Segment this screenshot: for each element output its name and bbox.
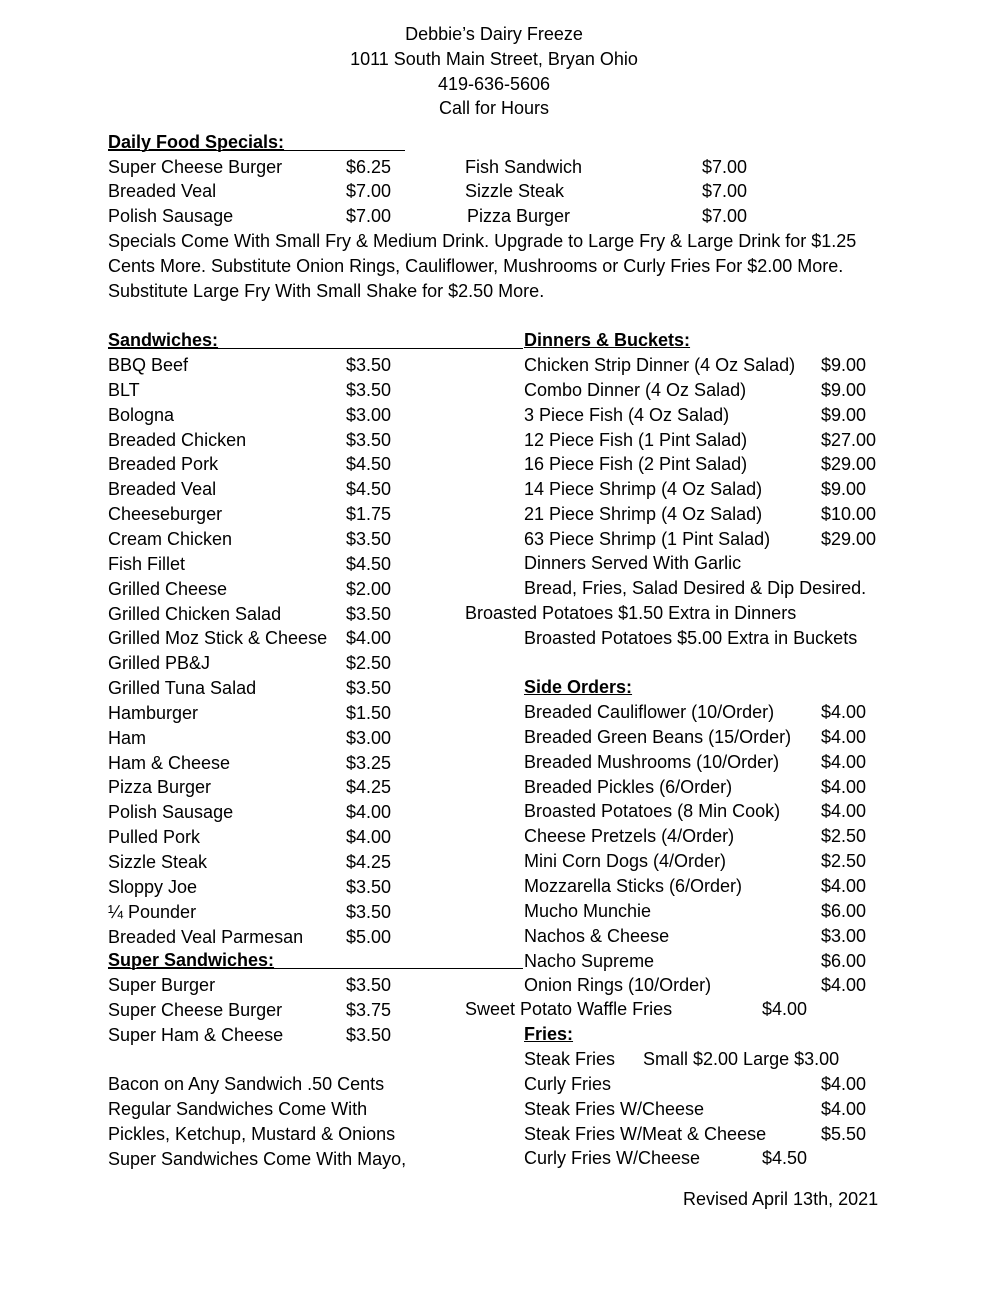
menu-item-price: $29.00 xyxy=(821,528,877,549)
menu-item-name: Combo Dinner (4 Oz Salad) xyxy=(524,379,747,400)
menu-item-name: Pulled Pork xyxy=(108,827,201,848)
menu-item-name: Chicken Strip Dinner (4 Oz Salad) xyxy=(524,355,796,375)
menu-item-price: $4.00 xyxy=(821,776,867,797)
menu-item-price: $5.00 xyxy=(346,926,392,947)
menu-item-price: $4.00 xyxy=(821,1074,867,1094)
menu-item-name: Breaded Mushrooms (10/Order) xyxy=(524,751,780,772)
menu-item-name: Grilled Tuna Salad xyxy=(108,678,257,699)
menu-item-name: BLT xyxy=(108,379,140,400)
special-price: $7.00 xyxy=(702,157,748,177)
fries-heading: Fries: xyxy=(524,1024,574,1044)
menu-item-price: $4.00 xyxy=(346,802,392,823)
menu-item-price: $4.00 xyxy=(346,827,392,848)
menu-item-name: Pizza Burger xyxy=(108,777,212,798)
menu-item-name: Sizzle Steak xyxy=(108,852,208,872)
super-sandwiches-heading: Super Sandwiches: xyxy=(108,950,275,970)
special-price: $7.00 xyxy=(702,206,748,226)
menu-item-name: 16 Piece Fish (2 Pint Salad) xyxy=(524,454,748,475)
menu-item-name: 12 Piece Fish (1 Pint Salad) xyxy=(524,429,748,450)
menu-item-name: Steak Fries W/Meat & Cheese xyxy=(524,1123,767,1144)
menu-item-name: Cheeseburger xyxy=(108,504,223,525)
menu-item-name: 21 Piece Shrimp (4 Oz Salad) xyxy=(524,504,763,525)
daily-specials-rule xyxy=(108,150,405,151)
menu-item-price: $27.00 xyxy=(821,429,877,450)
side-item: Sweet Potato Waffle Fries xyxy=(465,999,673,1019)
menu-item-name: Mucho Munchie xyxy=(524,900,652,921)
menu-item-price: $1.50 xyxy=(346,702,392,723)
menu-item-price: $4.00 xyxy=(821,702,867,722)
menu-item-price: $29.00 xyxy=(821,454,877,475)
menu-item-price: $3.50 xyxy=(346,379,392,400)
menu-item-name: Breaded Pickles (6/Order) xyxy=(524,776,733,797)
menu-item-price: $4.00 xyxy=(821,975,867,996)
fries-price: $4.50 xyxy=(762,1148,808,1168)
menu-item-price: $4.25 xyxy=(346,852,392,872)
menu-item-price: $3.50 xyxy=(346,678,392,699)
menu-item-name: 3 Piece Fish (4 Oz Salad) xyxy=(524,404,730,425)
special-item: Pizza Burger xyxy=(467,206,571,226)
menu-item-price: $4.25 xyxy=(346,777,392,798)
special-item: Sizzle Steak xyxy=(465,181,565,201)
fries-price: Small $2.00 Large $3.00 xyxy=(643,1049,840,1069)
menu-item-name: Polish Sausage xyxy=(108,802,234,823)
specials-note: Substitute Large Fry With Small Shake for $2.50 More. xyxy=(108,281,545,301)
hours-note: Call for Hours xyxy=(438,98,550,118)
menu-item-name: Hamburger xyxy=(108,702,199,723)
side-orders-heading: Side Orders: xyxy=(524,677,633,697)
menu-item-price: $4.00 xyxy=(821,801,867,822)
menu-item-price: $4.50 xyxy=(346,479,392,500)
menu-item-name: Mini Corn Dogs (4/Order) xyxy=(524,851,727,872)
restaurant-phone: 419-636-5606 xyxy=(437,74,551,94)
menu-item-name: Breaded Veal Parmesan xyxy=(108,926,304,947)
menu-item-name: Breaded Chicken xyxy=(108,429,247,450)
menu-item-name: Cheese Pretzels (4/Order) xyxy=(524,826,735,847)
dinner-note: Broasted Potatoes $5.00 Extra in Buckets xyxy=(524,628,858,648)
dinners-heading: Dinners & Buckets: xyxy=(524,330,691,350)
menu-item-name: Onion Rings (10/Order) xyxy=(524,975,712,996)
super-sandwiches-rule xyxy=(108,968,523,969)
special-item: Breaded Veal xyxy=(108,181,217,201)
menu-item-price: $9.00 xyxy=(821,355,867,375)
menu-item-name: ¼ Pounder xyxy=(108,901,197,922)
menu-item-name: Curly Fries xyxy=(524,1074,612,1094)
menu-item-price: $3.50 xyxy=(346,528,392,549)
menu-item-name: Grilled PB&J xyxy=(108,653,211,674)
menu-item-price: $2.00 xyxy=(346,578,392,599)
menu-item-price: $2.50 xyxy=(821,851,867,872)
specials-note: Cents More. Substitute Onion Rings, Cauliflower, Mushrooms or Curly Fries For $2.00 More. xyxy=(108,256,844,276)
menu-item-name: Ham xyxy=(108,727,147,748)
menu-item-name: Super Burger xyxy=(108,975,216,995)
menu-item-name: Bologna xyxy=(108,404,175,425)
menu-item-price: $9.00 xyxy=(821,404,867,425)
menu-item-name: Breaded Pork xyxy=(108,454,219,475)
menu-item-name: 63 Piece Shrimp (1 Pint Salad) xyxy=(524,528,771,549)
menu-item-price: $3.50 xyxy=(346,1024,392,1045)
menu-item-price: $3.50 xyxy=(346,901,392,922)
menu-item-name: Fish Fillet xyxy=(108,553,186,574)
restaurant-name: Debbie’s Dairy Freeze xyxy=(405,24,583,44)
menu-item-price: $4.00 xyxy=(346,628,392,649)
menu-item-price: $5.50 xyxy=(821,1123,867,1144)
menu-item-price: $9.00 xyxy=(821,379,867,400)
menu-item-name: Grilled Chicken Salad xyxy=(108,603,282,624)
daily-specials-heading: Daily Food Specials: xyxy=(108,132,285,152)
revised-date: Revised April 13th, 2021 xyxy=(683,1189,879,1209)
menu-item-name: 14 Piece Shrimp (4 Oz Salad) xyxy=(524,479,763,500)
menu-item-name: Sloppy Joe xyxy=(108,876,198,897)
menu-item-name: Grilled Moz Stick & Cheese xyxy=(108,628,328,649)
menu-item-name: Super Ham & Cheese xyxy=(108,1024,284,1045)
menu-item-price: $2.50 xyxy=(346,653,392,674)
menu-item-price: $4.00 xyxy=(821,875,867,896)
menu-item-name: Grilled Cheese xyxy=(108,578,228,599)
menu-item-price: $3.00 xyxy=(821,925,867,946)
menu-item-name: Nachos & Cheese xyxy=(524,925,670,946)
menu-item-price: $4.00 xyxy=(821,726,867,747)
menu-item-price: $6.00 xyxy=(821,900,867,921)
menu-item-name: Breaded Green Beans (15/Order) xyxy=(524,726,792,747)
specials-note: Specials Come With Small Fry & Medium Drink. Upgrade to Large Fry & Large Drink for $1.25 xyxy=(108,231,857,251)
menu-item-name: Breaded Veal xyxy=(108,479,217,500)
menu-item-price: $9.00 xyxy=(821,479,867,500)
restaurant-address: 1011 South Main Street, Bryan Ohio xyxy=(350,49,638,69)
menu-item-price: $6.00 xyxy=(821,950,867,971)
sandwich-note: Pickles, Ketchup, Mustard & Onions xyxy=(108,1123,396,1144)
menu-item-name: Broasted Potatoes (8 Min Cook) xyxy=(524,801,781,822)
menu-item-price: $1.75 xyxy=(346,504,392,525)
menu-item-name: Breaded Cauliflower (10/Order) xyxy=(524,702,775,722)
menu-item-price: $3.00 xyxy=(346,727,392,748)
special-item: Fish Sandwich xyxy=(465,157,583,177)
sandwich-note: Bacon on Any Sandwich .50 Cents xyxy=(108,1074,385,1094)
fries-item: Steak Fries xyxy=(524,1049,616,1069)
menu-item-price: $2.50 xyxy=(821,826,867,847)
special-price: $7.00 xyxy=(346,206,392,226)
menu-item-price: $3.50 xyxy=(346,876,392,897)
special-price: $7.00 xyxy=(702,181,748,201)
sandwich-note: Regular Sandwiches Come With xyxy=(108,1098,368,1119)
menu-item-price: $3.50 xyxy=(346,429,392,450)
special-item: Polish Sausage xyxy=(108,206,234,226)
special-price: $7.00 xyxy=(346,181,392,201)
menu-item-price: $4.50 xyxy=(346,553,392,574)
dinner-note: Broasted Potatoes $1.50 Extra in Dinners xyxy=(465,603,797,623)
special-price: $6.25 xyxy=(346,157,392,177)
menu-item-price: $10.00 xyxy=(821,504,877,525)
special-item: Super Cheese Burger xyxy=(108,157,283,177)
menu-item-name: BBQ Beef xyxy=(108,355,189,375)
menu-item-price: $4.50 xyxy=(346,454,392,475)
menu-item-price: $4.00 xyxy=(821,1098,867,1119)
menu-item-price: $3.00 xyxy=(346,404,392,425)
sandwiches-rule xyxy=(108,348,523,349)
sandwiches-heading: Sandwiches: xyxy=(108,330,219,350)
menu-item-name: Ham & Cheese xyxy=(108,752,231,773)
menu-item-name: Nacho Supreme xyxy=(524,950,655,971)
menu-item-name: Cream Chicken xyxy=(108,528,233,549)
fries-item: Curly Fries W/Cheese xyxy=(524,1148,701,1168)
side-price: $4.00 xyxy=(762,999,808,1019)
menu-item-name: Steak Fries W/Cheese xyxy=(524,1098,705,1119)
menu-item-price: $4.00 xyxy=(821,751,867,772)
menu-item-price: $3.50 xyxy=(346,355,392,375)
menu-item-name: Super Cheese Burger xyxy=(108,999,283,1020)
sandwich-note: Super Sandwiches Come With Mayo, xyxy=(108,1148,407,1169)
menu-item-price: $3.50 xyxy=(346,975,392,995)
menu-item-price: $3.50 xyxy=(346,603,392,624)
dinner-note: Bread, Fries, Salad Desired & Dip Desired. xyxy=(524,578,867,598)
menu-item-price: $3.25 xyxy=(346,752,392,773)
dinner-note: Dinners Served With Garlic xyxy=(524,553,742,573)
menu-item-name: Mozzarella Sticks (6/Order) xyxy=(524,875,743,896)
menu-item-price: $3.75 xyxy=(346,999,392,1020)
